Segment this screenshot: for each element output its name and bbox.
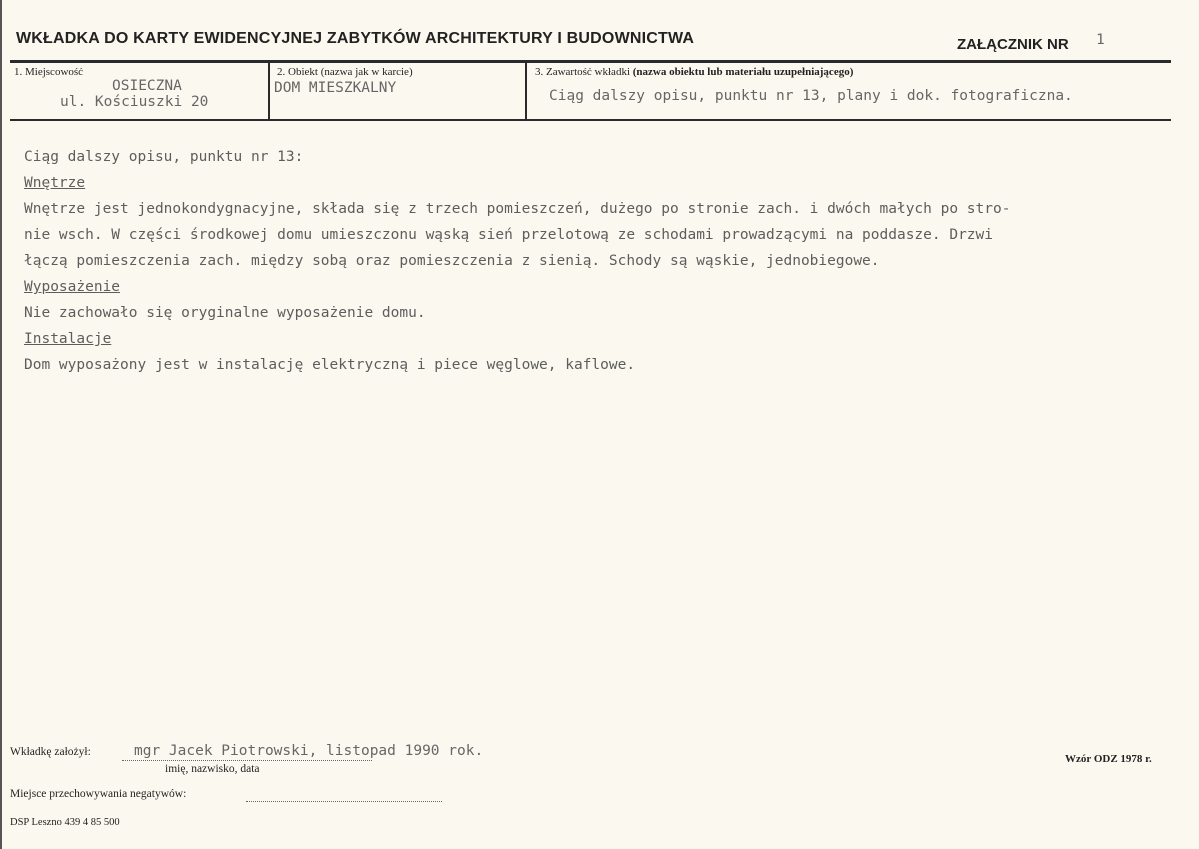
storage-label: Miejsce przechowywania negatywów: (10, 788, 187, 800)
furnishing-text: Nie zachowało się oryginalne wyposażenie domu. (24, 305, 426, 321)
section-heading-installations: Instalacje (24, 331, 112, 347)
object-label: 2. Obiekt (nazwa jak w karcie) (277, 66, 413, 78)
form-version: Wzór ODZ 1978 r. (1065, 753, 1152, 765)
locality-label: 1. Miejscowość (14, 66, 84, 78)
annex-label: ZAŁĄCZNIK NR (957, 36, 1069, 53)
author-label: Wkładkę założył: (10, 746, 91, 758)
content-label-prefix: 3. Zawartość wkładki (535, 66, 630, 78)
author-value: mgr Jacek Piotrowski, listopad 1990 rok. (134, 743, 484, 759)
intro-line: Ciąg dalszy opisu, punktu nr 13: (24, 149, 304, 165)
locality-value: OSIECZNA (112, 78, 182, 94)
interior-line-2: nie wsch. W części środkowej domu umieszczonu wąską sień przelotową ze schodami prowadzącymi na poddasze. Drzwi (24, 227, 994, 243)
storage-dotted-line (246, 801, 442, 802)
section-heading-furnishing: Wyposażenie (24, 279, 121, 295)
section-heading-interior: Wnętrze (24, 175, 86, 191)
document-title: WKŁADKA DO KARTY EWIDENCYJNEJ ZABYTKÓW ARCHITEKTURY I BUDOWNICTWA (16, 30, 695, 47)
installations-text: Dom wyposażony jest w instalację elektryczną i piece węglowe, kaflowe. (24, 357, 636, 373)
content-label (535, 66, 853, 78)
field-divider-2 (525, 62, 527, 119)
author-dotted-line (122, 760, 372, 761)
object-value: DOM MIESZKALNY (274, 80, 397, 96)
printer-imprint: DSP Leszno 439 4 85 500 (10, 817, 120, 828)
interior-line-1: Wnętrze jest jednokondygnacyjne, składa się z trzech pomieszczeń, dużego po stronie zach. i dwóch małych po stro- (24, 201, 1011, 217)
field-divider-1 (268, 62, 270, 119)
content-value: Ciąg dalszy opisu, punktu nr 13, plany i dok. fotograficzna. (549, 88, 1073, 104)
interior-line-3: łączą pomieszczenia zach. między sobą oraz pomieszczenia z sienią. Schody są wąskie, jednobiegowe. (24, 253, 880, 269)
description-body (24, 144, 1189, 378)
header-bottom-rule (10, 119, 1171, 121)
content-label-suffix: (nazwa obiektu lub materiału uzupełniającego) (632, 66, 854, 78)
locality-address: ul. Kościuszki 20 (60, 94, 209, 110)
header-top-rule (10, 60, 1171, 63)
author-caption: imię, nazwisko, data (165, 763, 260, 775)
annex-number: 1 (1096, 32, 1105, 48)
